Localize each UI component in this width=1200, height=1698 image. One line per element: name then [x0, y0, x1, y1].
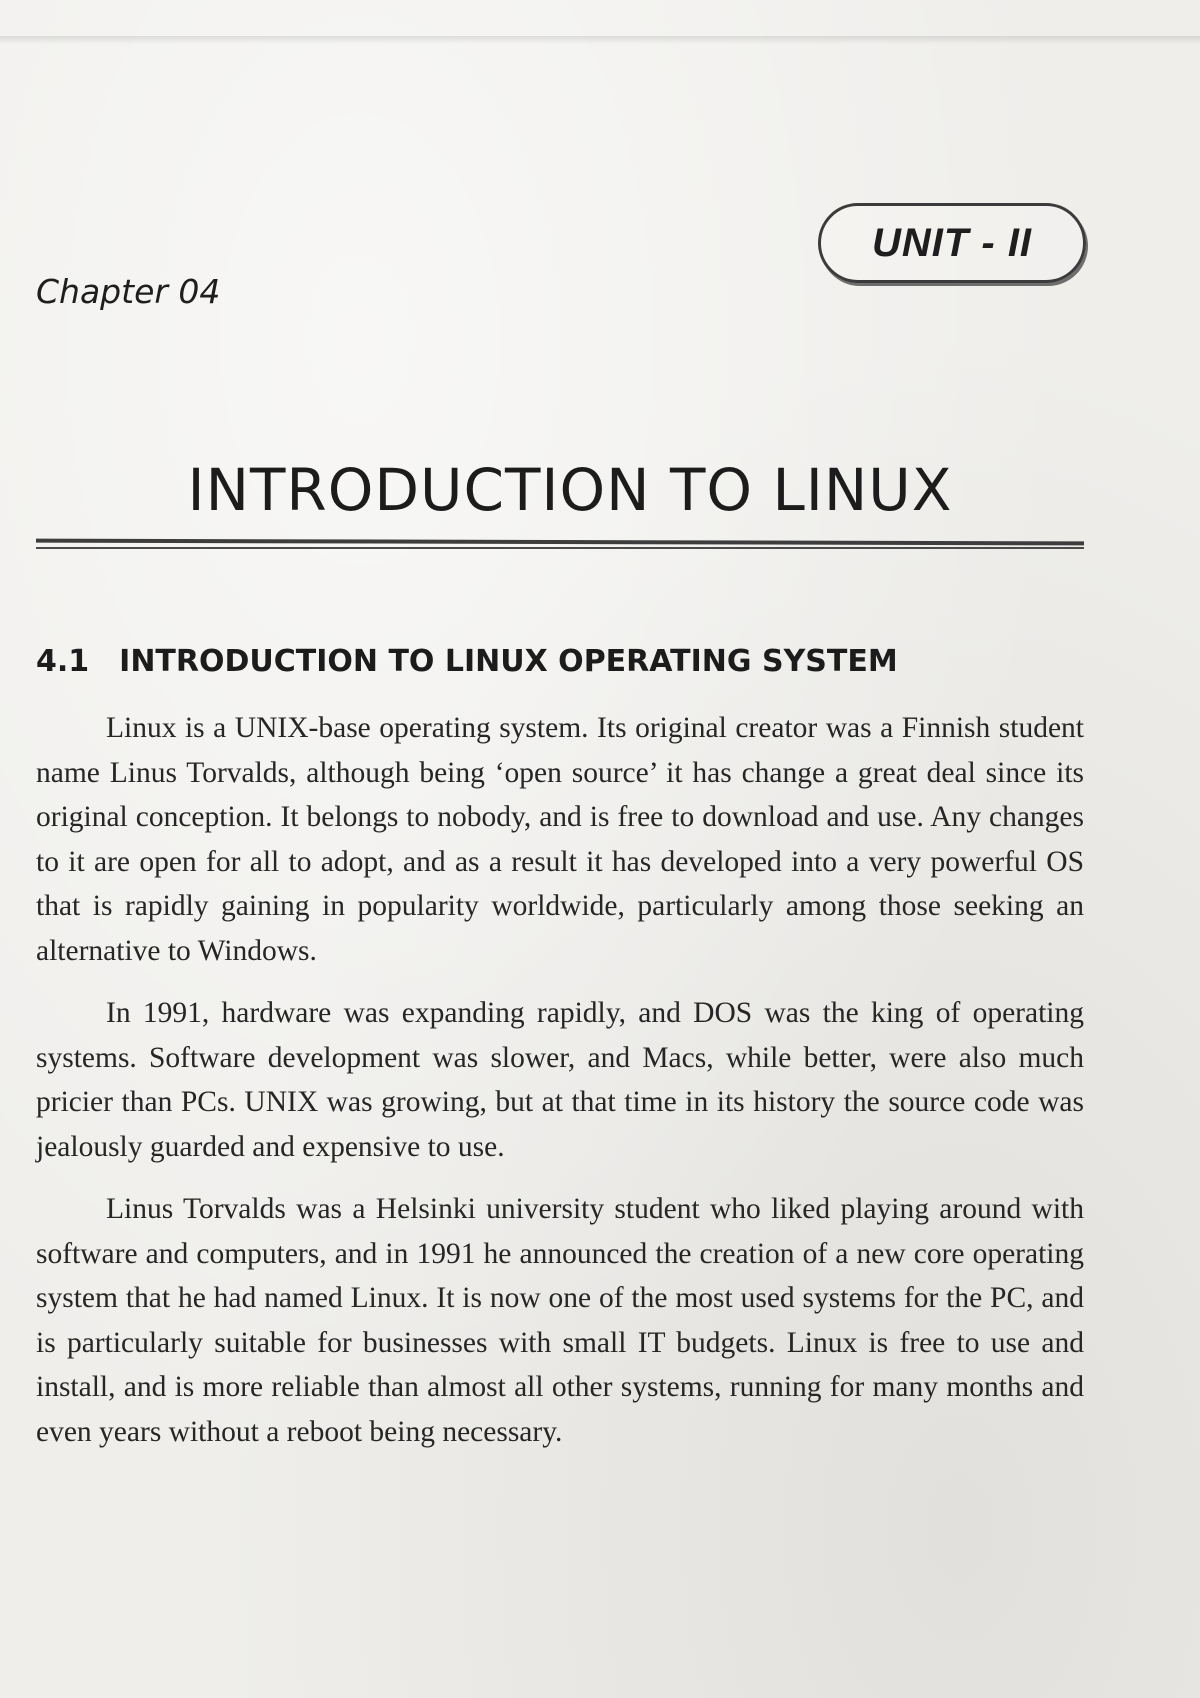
section-heading — [36, 644, 898, 679]
body-text — [36, 706, 1084, 1472]
unit-badge: UNIT - II — [818, 203, 1086, 283]
section-number: 4.1 — [36, 644, 90, 679]
paragraph: In 1991, hardware was expanding rapidly, and DOS was the king of operating systems. Software development was slower, and Macs, while better, were also much pricier than PCs. UNIX was growing, but at that time in its history the source code was jealously guarded and expensive to use. — [36, 997, 1084, 1163]
title-divider — [36, 540, 1084, 550]
section-title: INTRODUCTION TO LINUX OPERATING SYSTEM — [119, 644, 898, 679]
divider-line-thin — [36, 547, 1084, 549]
paragraph: Linux is a UNIX-base operating system. Its original creator was a Finnish student name Linus Torvalds, although being ‘open source’ it has change a great deal since its original conception. It belongs to nobody, and is free to download and use. Any changes to it are open for all to adopt, and as a result it has developed into a very powerful OS that is rapidly gaining in popularity worldwide, particularly among those seeking an alternative to Windows. — [36, 712, 1084, 967]
chapter-title: INTRODUCTION TO LINUX — [187, 456, 953, 524]
paragraph: Linus Torvalds was a Helsinki university student who liked playing around with software and computers, and in 1991 he announced the creation of a new core operating system that he had named Linux. It is now one of the most used systems for the PC, and is particularly suitable for businesses with small IT budgets. Linux is free to use and install, and is more reliable than almost all other systems, running for many months and even years without a reboot being necessary. — [36, 1193, 1084, 1448]
divider-line-thick — [36, 539, 1084, 546]
chapter-label: Chapter 04 — [36, 272, 221, 311]
page-top-edge — [0, 36, 1200, 44]
